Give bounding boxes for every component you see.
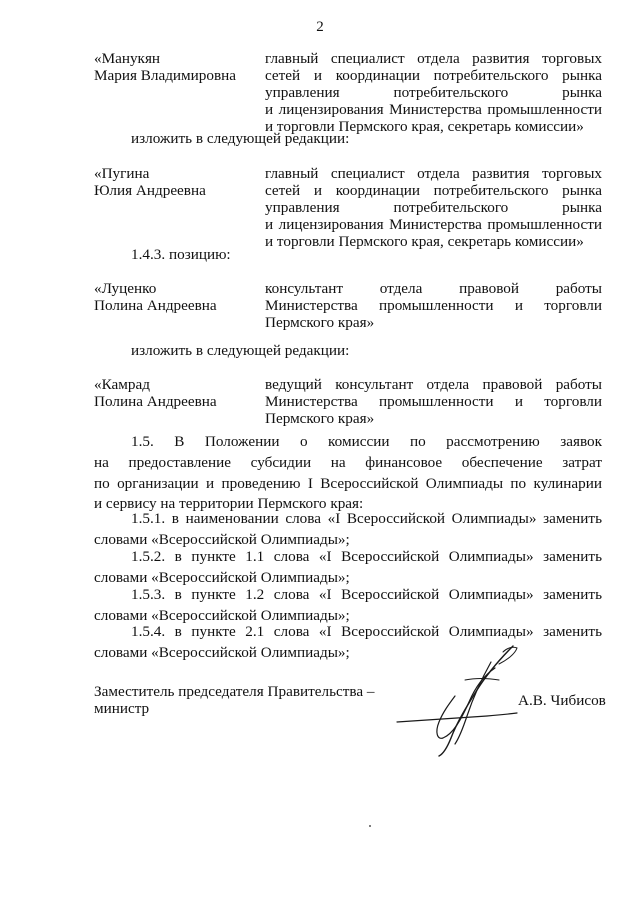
paragraph-1-5-1: [94, 509, 602, 551]
member-name-line: Полина Андреевна: [94, 393, 217, 410]
member-name-line: «Камрад: [94, 376, 150, 393]
paragraph-line: словами «Всероссийской Олимпиады»;: [94, 643, 350, 661]
paragraph-1-5-2: [94, 547, 602, 589]
member-name: [94, 50, 259, 84]
paragraph-1-5: [94, 432, 602, 515]
edit-instruction: изложить в следующей редакции:: [131, 342, 350, 359]
member-position: [265, 50, 602, 135]
paragraph-line: на предоставление субсидии на финансовое обеспечение затрат: [94, 453, 602, 471]
member-position-line: ведущий консультант отдела правовой работы: [265, 376, 602, 393]
handwritten-signature: [395, 640, 530, 760]
member-name: [94, 165, 259, 199]
member-position-line: Пермского края»: [265, 314, 375, 331]
member-position-line: консультант отдела правовой работы: [265, 280, 602, 297]
member-position-line: Министерства промышленности и торговли: [265, 297, 602, 314]
member-position-line: сетей и координации потребительского рынка: [265, 67, 602, 84]
member-name-line: Мария Владимировна: [94, 67, 237, 84]
member-position-line: главный специалист отдела развития торговых: [265, 50, 602, 67]
signatory-role: [94, 683, 375, 717]
member-position-line: и торговли Пермского края, секретарь комиссии»: [265, 118, 584, 135]
paragraph-line: словами «Всероссийской Олимпиады»;: [94, 530, 350, 548]
member-name-line: «Манукян: [94, 50, 161, 67]
page-number: 2: [316, 19, 324, 35]
scan-speck: [369, 825, 371, 827]
member-name-line: Юлия Андреевна: [94, 182, 206, 199]
paragraph-line: по организации и проведению I Всероссийской Олимпиады по кулинарии: [94, 474, 602, 492]
edit-instruction: изложить в следующей редакции:: [131, 130, 350, 147]
paragraph-line: 1.5.2. в пункте 1.1 слова «I Всероссийской Олимпиады» заменить: [131, 548, 602, 565]
paragraph-line: 1.5. В Положении о комиссии по рассмотрению заявок: [131, 433, 602, 450]
member-position: [265, 280, 602, 331]
paragraph-line: и сервису на территории Пермского края:: [94, 495, 364, 513]
paragraph-line: словами «Всероссийской Олимпиады»;: [94, 606, 350, 624]
member-position-line: управления потребительского рынка: [265, 84, 602, 101]
member-position-line: Министерства промышленности и торговли: [265, 393, 602, 410]
signatory-name: А.В. Чибисов: [518, 692, 606, 709]
member-name: [94, 280, 259, 314]
member-position-line: главный специалист отдела развития торговых: [265, 165, 602, 182]
member-position-line: и лицензирования Министерства промышленности: [265, 216, 602, 233]
paragraph-line: 1.5.1. в наименовании слова «I Всероссийской Олимпиады» заменить: [131, 510, 602, 527]
member-name: [94, 376, 259, 410]
paragraph-line: 1.5.4. в пункте 2.1 слова «I Всероссийской Олимпиады» заменить: [131, 623, 602, 640]
member-name-line: Полина Андреевна: [94, 297, 217, 314]
signatory-role-line: министр: [94, 700, 150, 717]
signatory-role-line: Заместитель председателя Правительства –: [94, 683, 375, 700]
member-name-line: «Пугина: [94, 165, 150, 182]
member-position-line: Пермского края»: [265, 410, 375, 427]
member-name-line: «Луценко: [94, 280, 157, 297]
member-position: [265, 376, 602, 427]
item-1-4-3-heading: 1.4.3. позицию:: [131, 246, 231, 263]
paragraph-line: 1.5.3. в пункте 1.2 слова «I Всероссийской Олимпиады» заменить: [131, 586, 602, 603]
member-position-line: и торговли Пермского края, секретарь комиссии»: [265, 233, 584, 250]
member-position-line: и лицензирования Министерства промышленности: [265, 101, 602, 118]
paragraph-1-5-3: [94, 585, 602, 627]
member-position-line: управления потребительского рынка: [265, 199, 602, 216]
member-position: [265, 165, 602, 250]
paragraph-line: словами «Всероссийской Олимпиады»;: [94, 568, 350, 586]
member-position-line: сетей и координации потребительского рынка: [265, 182, 602, 199]
